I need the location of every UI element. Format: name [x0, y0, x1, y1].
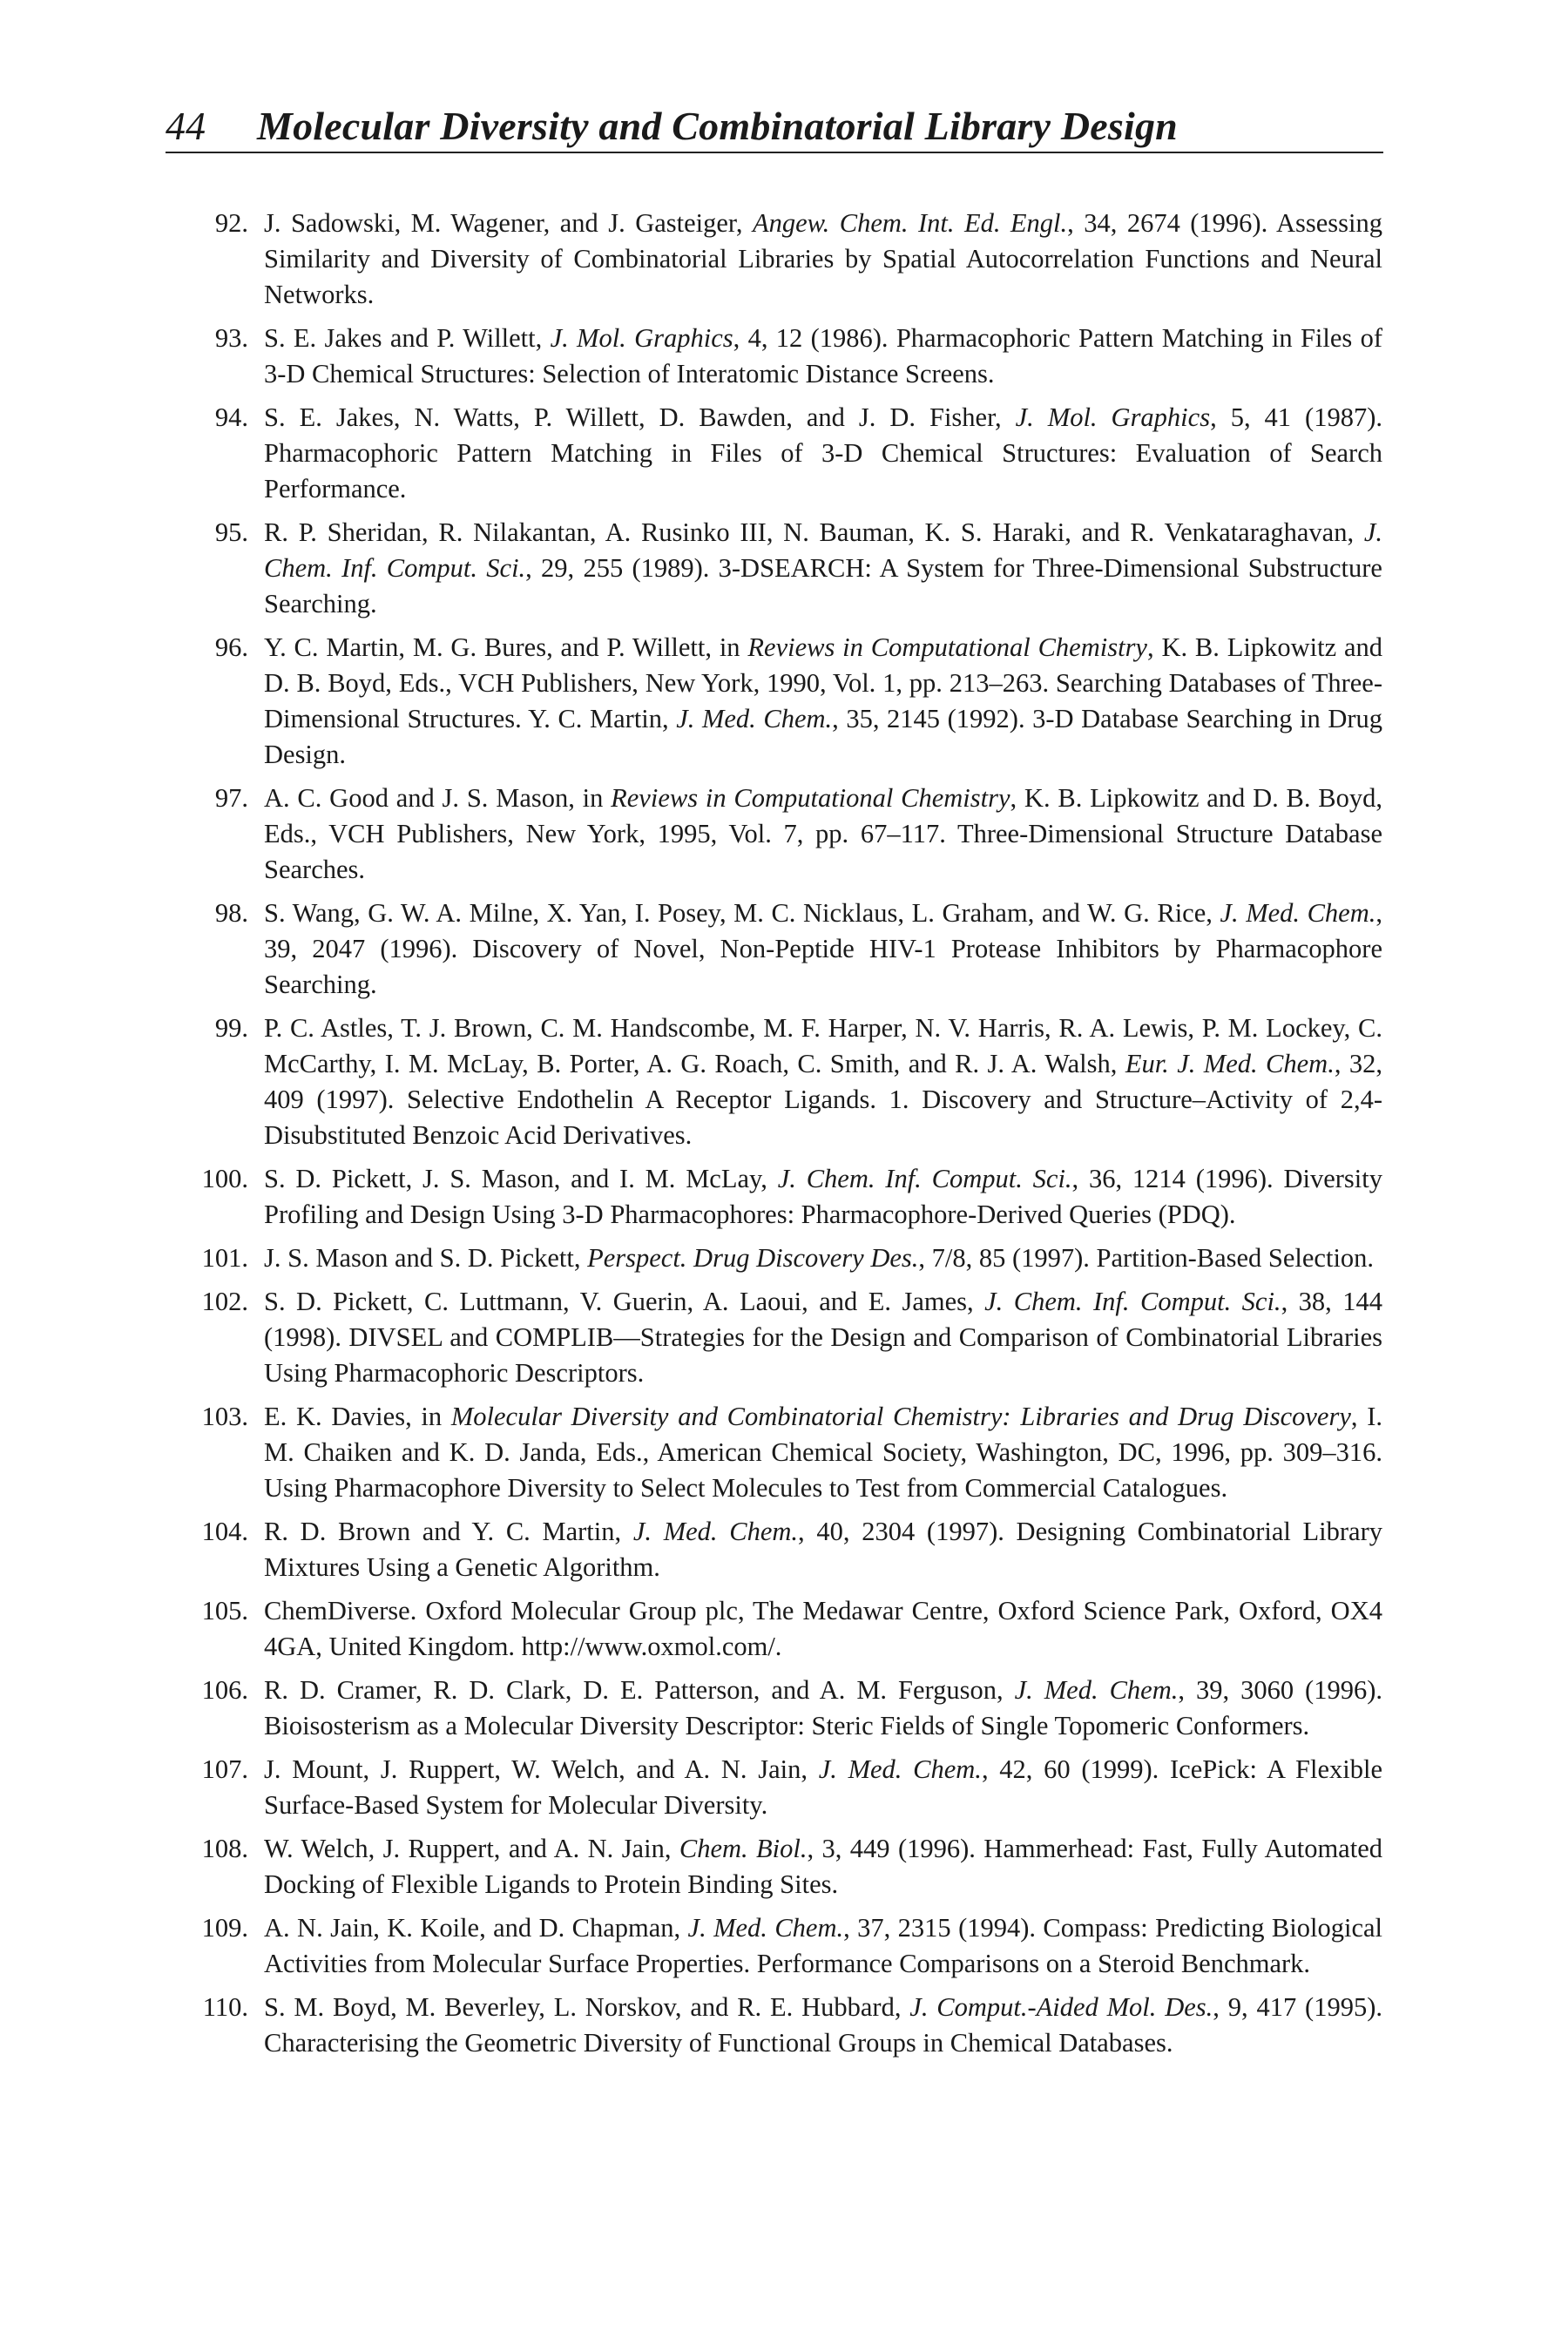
reference-entry [170, 1990, 1382, 2061]
reference-entry [170, 781, 1382, 888]
reference-entry [170, 400, 1382, 507]
reference-number: 99. [214, 1013, 248, 1043]
running-header [166, 98, 1383, 153]
running-title: Molecular Diversity and Combinatorial Library Design [257, 104, 1178, 148]
reference-entry [170, 1831, 1382, 1903]
reference-text: E. K. Davies, in Molecular Diversity and Combinatorial Chemistry: Libraries and Drug Discovery, I. M. Chaiken and K. D. Janda, Eds., American Chemical Society, Washington, DC, 1996, pp. 309–316. Using Pharmacophore Diversity to Select Molecules to Test from Commercial Catalogues. [264, 1402, 1382, 1503]
reference-text: S. E. Jakes, N. Watts, P. Willett, D. Bawden, and J. D. Fisher, J. Mol. Graphics, 5, 41 (1987). Pharmacophoric Pattern Matching in Files of 3-D Chemical Structures: Evaluation of Search Performance. [264, 402, 1382, 504]
reference-text: S. Wang, G. W. A. Milne, X. Yan, I. Posey, M. C. Nicklaus, L. Graham, and W. G. Rice, J. Med. Chem., 39, 2047 (1996). Discovery of Novel, Non-Peptide HIV-1 Protease Inhibitors by Pharmacophore Searching. [264, 898, 1382, 999]
reference-text: S. D. Pickett, C. Luttmann, V. Guerin, A. Laoui, and E. James, J. Chem. Inf. Comput. Sci., 38, 144 (1998). DIVSEL and COMPLIB—Strategies for the Design and Comparison of Combinatorial Libraries Using Pharmacophoric Descriptors. [264, 1287, 1383, 1388]
reference-text: Y. C. Martin, M. G. Bures, and P. Willett, in Reviews in Computational Chemistry, K. B. Lipkowitz and D. B. Boyd, Eds., VCH Publishers, New York, 1990, Vol. 1, pp. 213–263. Searching Databases of Three-Dimensional Structures. Y. C. Martin, J. Med. Chem., 35, 2145 (1992). 3-D Database Searching in Drug Design. [264, 632, 1383, 769]
reference-number: 103. [201, 1402, 248, 1431]
reference-text: J. Sadowski, M. Wagener, and J. Gasteiger, Angew. Chem. Int. Ed. Engl., 34, 2674 (1996). Assessing Similarity and Diversity of Combinatorial Libraries by Spatial Autocorrelation Functions and Neural Networks. [264, 208, 1382, 309]
reference-entry [170, 896, 1382, 1003]
reference-number: 110. [202, 1992, 248, 2022]
reference-text: J. Mount, J. Ruppert, W. Welch, and A. N. Jain, J. Med. Chem., 42, 60 (1999). IcePick: A Flexible Surface-Based System for Molecular Diversity. [264, 1754, 1382, 1820]
reference-entry [170, 1399, 1382, 1506]
reference-number: 100. [201, 1164, 248, 1193]
reference-number: 97. [214, 783, 248, 813]
reference-text: R. D. Cramer, R. D. Clark, D. E. Patterson, and A. M. Ferguson, J. Med. Chem., 39, 3060 (1996). Bioisosterism as a Molecular Diversity Descriptor: Steric Fields of Single Topomeric Conformers. [264, 1675, 1382, 1740]
reference-number: 107. [201, 1754, 248, 1784]
reference-number: 92. [214, 208, 248, 238]
reference-text: J. S. Mason and S. D. Pickett, Perspect. Drug Discovery Des., 7/8, 85 (1997). Partition-Based Selection. [264, 1243, 1375, 1273]
reference-entry [170, 630, 1382, 773]
reference-text: S. E. Jakes and P. Willett, J. Mol. Graphics, 4, 12 (1986). Pharmacophoric Pattern Matching in Files of 3-D Chemical Structures: Selection of Interatomic Distance Screens. [264, 323, 1383, 389]
reference-entry [170, 1514, 1382, 1585]
reference-number: 96. [214, 632, 248, 662]
reference-entry [170, 1240, 1382, 1276]
reference-number: 104. [201, 1517, 248, 1546]
reference-text: R. P. Sheridan, R. Nilakantan, A. Rusinko III, N. Bauman, K. S. Haraki, and R. Venkataraghavan, J. Chem. Inf. Comput. Sci., 29, 255 (1989). 3-DSEARCH: A System for Three-Dimensional Substructure Searching. [264, 517, 1382, 618]
reference-number: 98. [214, 898, 248, 928]
reference-entry [170, 1593, 1382, 1665]
reference-entry [170, 1284, 1382, 1391]
reference-text: A. N. Jain, K. Koile, and D. Chapman, J. Med. Chem., 37, 2315 (1994). Compass: Predicting Biological Activities from Molecular Surface Properties. Performance Comparisons on a Steroid Benchmark. [264, 1913, 1382, 1978]
reference-entry [170, 1673, 1382, 1744]
reference-entry [170, 1752, 1382, 1823]
reference-list [170, 206, 1382, 2069]
reference-text: S. D. Pickett, J. S. Mason, and I. M. McLay, J. Chem. Inf. Comput. Sci., 36, 1214 (1996). Diversity Profiling and Design Using 3-D Pharmacophores: Pharmacophore-Derived Queries (PDQ). [264, 1164, 1383, 1229]
reference-entry [170, 1010, 1382, 1153]
reference-entry [170, 1161, 1382, 1233]
reference-entry [170, 206, 1382, 313]
reference-text: W. Welch, J. Ruppert, and A. N. Jain, Chem. Biol., 3, 449 (1996). Hammerhead: Fast, Fully Automated Docking of Flexible Ligands to Protein Binding Sites. [264, 1834, 1382, 1899]
reference-entry [170, 1910, 1382, 1982]
reference-number: 109. [201, 1913, 248, 1943]
reference-number: 105. [201, 1596, 248, 1625]
reference-number: 101. [201, 1243, 248, 1273]
reference-number: 108. [201, 1834, 248, 1863]
reference-number: 95. [214, 517, 248, 547]
reference-number: 102. [201, 1287, 248, 1316]
reference-text: A. C. Good and J. S. Mason, in Reviews in Computational Chemistry, K. B. Lipkowitz and D. B. Boyd, Eds., VCH Publishers, New York, 1995, Vol. 7, pp. 67–117. Three-Dimensional Structure Database Searches. [264, 783, 1382, 884]
reference-number: 94. [214, 402, 248, 432]
reference-entry [170, 515, 1382, 622]
reference-number: 93. [214, 323, 248, 353]
reference-text: P. C. Astles, T. J. Brown, C. M. Handscombe, M. F. Harper, N. V. Harris, R. A. Lewis, P. M. Lockey, C. McCarthy, I. M. McLay, B. Porter, A. G. Roach, C. Smith, and R. J. A. Walsh, Eur. J. Med. Chem., 32, 409 (1997). Selective Endothelin A Receptor Ligands. 1. Discovery and Structure–Activity of 2,4-Disubstituted Benzoic Acid Derivatives. [264, 1013, 1382, 1150]
reference-number: 106. [201, 1675, 248, 1705]
reference-text: R. D. Brown and Y. C. Martin, J. Med. Chem., 40, 2304 (1997). Designing Combinatorial Library Mixtures Using a Genetic Algorithm. [264, 1517, 1383, 1582]
reference-text: ChemDiverse. Oxford Molecular Group plc, The Medawar Centre, Oxford Science Park, Oxford, OX4 4GA, United Kingdom. http://www.oxmol.com/. [264, 1596, 1382, 1661]
page-number: 44 [166, 104, 206, 148]
reference-text: S. M. Boyd, M. Beverley, L. Norskov, and R. E. Hubbard, J. Comput.-Aided Mol. Des., 9, 417 (1995). Characterising the Geometric Diversity of Functional Groups in Chemical Databases. [264, 1992, 1382, 2058]
reference-entry [170, 321, 1382, 392]
